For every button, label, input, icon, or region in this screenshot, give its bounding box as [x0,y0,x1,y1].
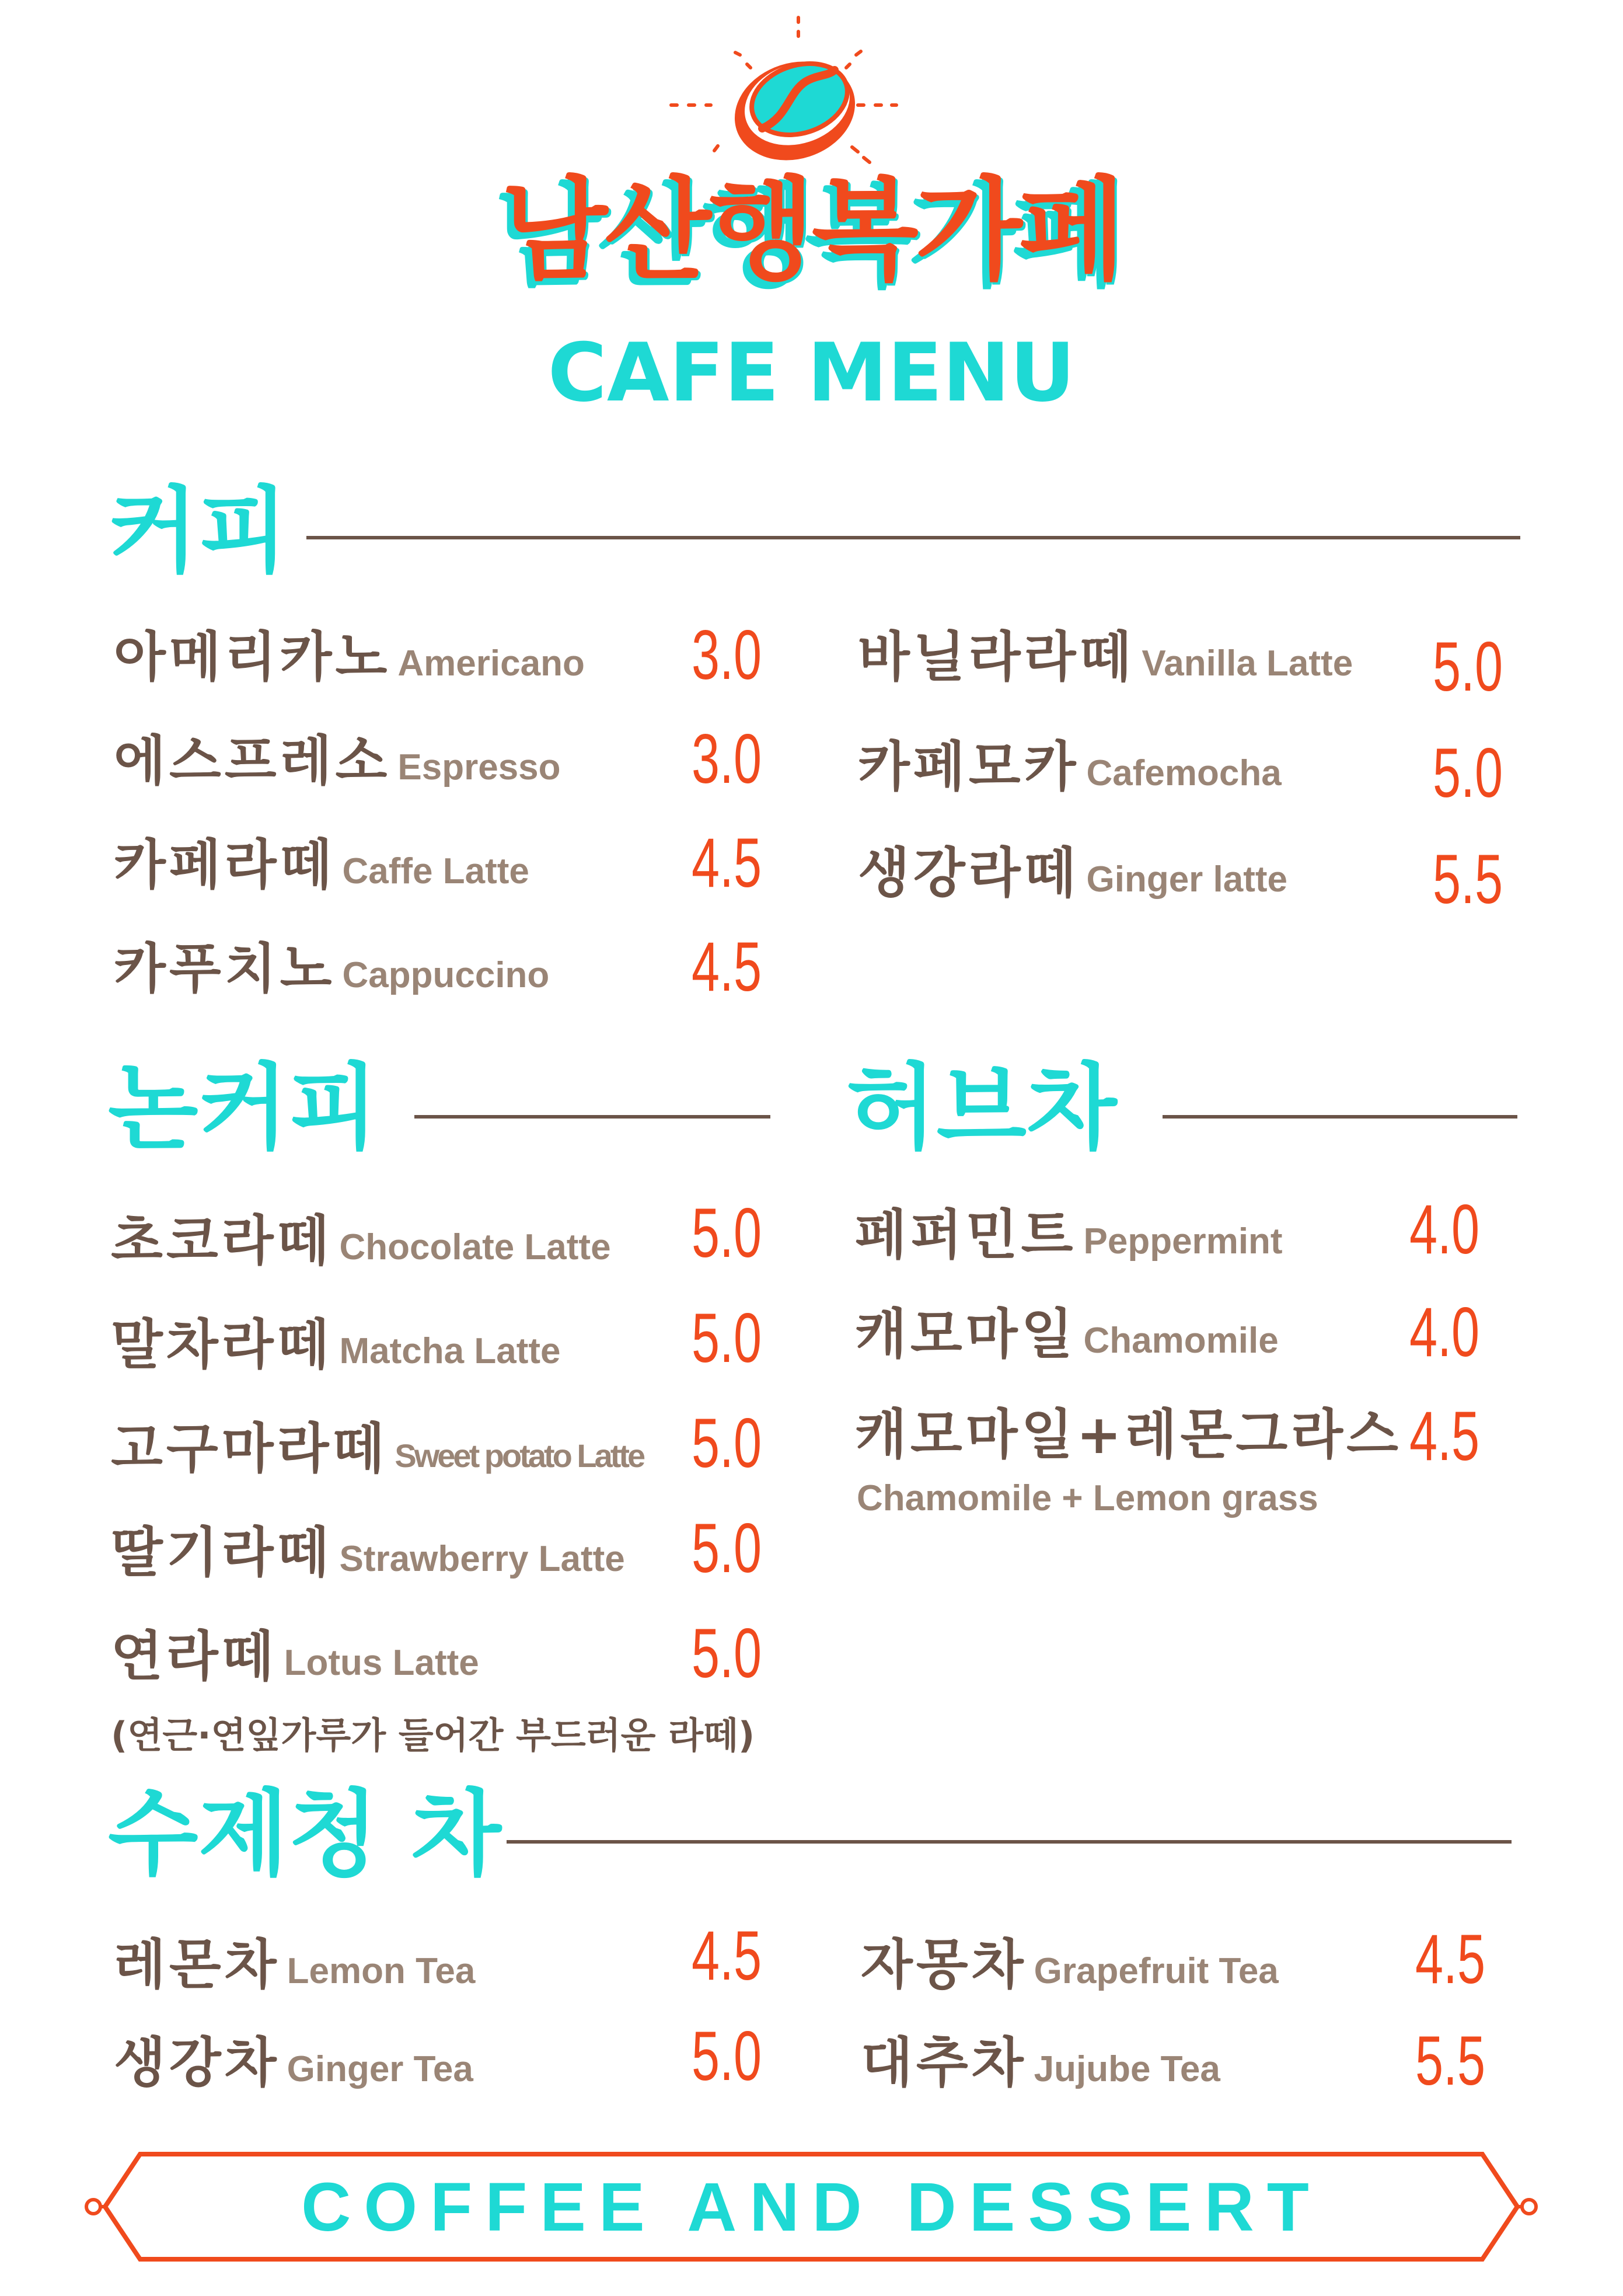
item-name-ko: 생강라떼 [858,842,1080,904]
item-price: 5.0 [692,1509,762,1587]
item-price: 5.5 [1433,840,1503,918]
footer-banner-text: COFFEE AND DESSERT [301,2169,1322,2246]
item-name-en: Matcha Latte [339,1331,561,1371]
menu-item [114,730,561,792]
menu-item [111,1625,479,1688]
item-name-en: Cappuccino [342,955,550,995]
item-price: 4.5 [692,1917,762,1995]
item-price: 5.0 [692,1614,762,1692]
menu-item [858,626,1353,688]
item-name-ko: 카푸치노 [114,938,336,1000]
item-name-en: Lemon Tea [287,1951,476,1991]
item-name-ko: 자몽차 [861,1933,1027,1996]
item-name-ko: 카페모카 [858,736,1080,798]
item-name-en: Grapefruit Tea [1034,1951,1279,1991]
item-name-ko: 레몬차 [114,1933,280,1996]
menu-item [855,1303,1279,1365]
item-name-ko: 캐모마일 [855,1303,1077,1365]
item-name-ko: 페퍼민트 [855,1204,1077,1266]
item-price: 4.5 [692,928,762,1006]
item-price: 4.0 [1409,1293,1480,1371]
item-price: 5.0 [1433,628,1503,706]
item-name-ko: 딸기라떼 [111,1521,333,1584]
section-title-herb-tea: 허브차 [846,1053,1117,1162]
item-name-ko: 에스프레소 [114,730,391,792]
menu-item [855,1403,1402,1466]
item-price: 5.0 [692,1194,762,1272]
menu-item [114,1933,476,1996]
menu-item [114,938,550,1000]
item-name-ko: 바닐라라떼 [858,626,1135,688]
menu-item [114,834,529,896]
menu-item [858,736,1282,798]
item-name-ko: 캐모마일+레몬그라스 [855,1403,1402,1466]
item-price: 3.0 [692,720,762,798]
section-divider [1163,1115,1517,1119]
item-price: 5.0 [1433,734,1503,812]
item-name-en: Sweet potato Latte [395,1437,644,1474]
item-name-ko: 초코라떼 [111,1210,333,1272]
menu-item [111,1314,561,1376]
menu-item [114,626,585,688]
section-title-coffee: 커피 [108,476,289,586]
item-name-ko: 대추차 [861,2032,1027,2094]
item-name-en: Vanilla Latte [1142,643,1353,684]
menu-item [111,1210,611,1272]
item-name-en: Americano [397,643,585,684]
section-divider [306,536,1520,539]
item-name-ko: 연라떼 [111,1625,277,1688]
item-name-en: Chamomile [1083,1321,1279,1361]
item-price: 4.5 [692,824,762,902]
menu-item [861,1933,1279,1996]
cafe-menu-title: CAFE MENU [547,326,1076,420]
item-name-en: Ginger Tea [287,2049,473,2089]
menu-item [111,1417,644,1480]
item-name-en: Jujube Tea [1034,2049,1220,2089]
section-divider [414,1115,770,1119]
item-name-ko: 카페라떼 [114,834,336,896]
brand-title-korean: 남산행복가페 [500,166,1123,295]
section-divider [507,1840,1512,1844]
item-price: 4.5 [1415,1920,1486,1998]
item-name-ko: 고구마라떼 [111,1417,388,1480]
menu-item [858,842,1288,904]
item-price: 5.5 [1415,2022,1486,2100]
coffee-bean-logo-icon [659,12,905,187]
item-name-ko: 아메리카노 [114,626,391,688]
menu-item [111,1521,625,1584]
item-name-en: Cafemocha [1086,753,1282,793]
item-name-en: Caffe Latte [342,851,529,891]
item-name-en: Espresso [397,747,561,788]
item-name-ko: 말차라떼 [111,1314,333,1376]
item-price: 5.0 [692,1299,762,1377]
item-price: 4.5 [1409,1397,1480,1475]
menu-item [855,1204,1283,1266]
item-price: 3.0 [692,616,762,694]
section-title-noncoffee: 논커피 [108,1053,379,1162]
item-price: 5.0 [692,2017,762,2095]
item-name-en: Peppermint [1083,1221,1283,1262]
item-name-en: Strawberry Latte [339,1539,625,1579]
item-name-en: Ginger latte [1086,859,1288,900]
lotus-latte-note: (연근·연잎가루가 들어간 부드러운 라떼) [111,1714,755,1757]
item-name-en: Lotus Latte [284,1643,479,1683]
item-name-en: Chamomile + Lemon grass [857,1478,1318,1518]
item-price: 5.0 [692,1404,762,1482]
menu-item [114,2032,473,2094]
item-name-en: Chocolate Latte [339,1227,611,1267]
menu-item [861,2032,1220,2094]
item-name-ko: 생강차 [114,2032,280,2094]
item-price: 4.0 [1409,1190,1480,1269]
section-title-syrup-tea: 수제청 차 [108,1779,501,1889]
